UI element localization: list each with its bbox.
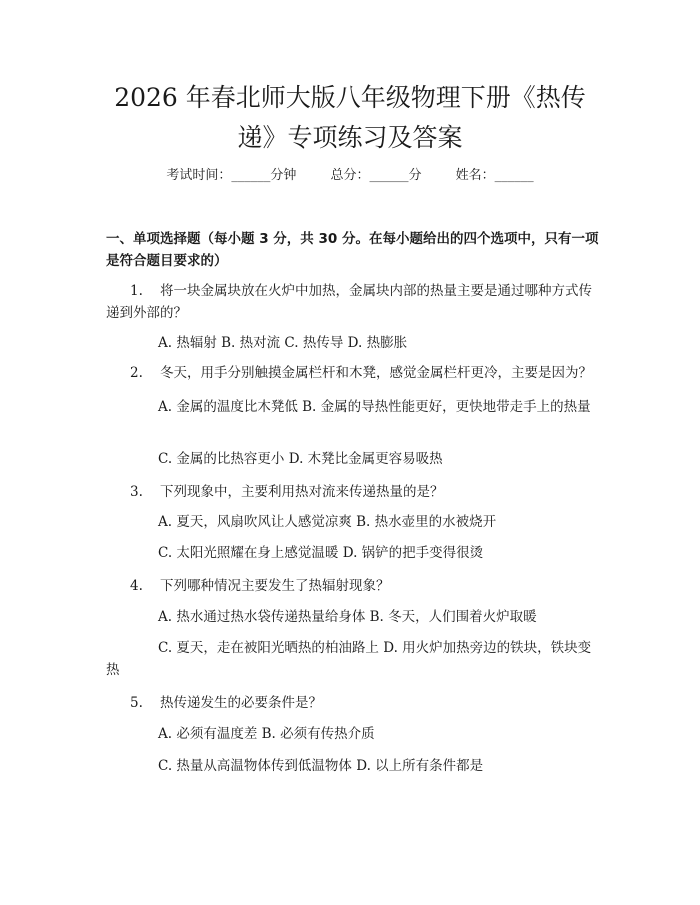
question-3-options-2 bbox=[106, 542, 604, 564]
question-4-options-2 bbox=[106, 637, 604, 681]
option-line: C. 热量从高温物体传到低温物体 D. 以上所有条件都是 bbox=[158, 758, 484, 774]
title-line-1: 2026 年春北师大版八年级物理下册《热传 bbox=[114, 83, 586, 112]
option-line: A. 金属的温度比木凳低 B. 金属的导热性能更好，更快地带走手上的热量 bbox=[158, 399, 591, 415]
exam-info bbox=[0, 166, 700, 186]
question-1 bbox=[106, 280, 604, 324]
question-2 bbox=[106, 362, 604, 384]
option-line: A. 热水通过热水袋传递热量给身体 B. 冬天，人们围着火炉取暖 bbox=[158, 609, 537, 625]
exam-score: 总分：______分 bbox=[330, 168, 422, 183]
question-4 bbox=[106, 575, 604, 597]
question-number: 3. bbox=[130, 484, 143, 500]
question-number: 1. bbox=[130, 283, 143, 299]
question-5-options-2 bbox=[106, 755, 604, 777]
question-text: 下列现象中，主要利用热对流来传递热量的是？ bbox=[160, 484, 444, 500]
question-text: 冬天，用手分别触摸金属栏杆和木凳，感觉金属栏杆更冷，主要是因为？ bbox=[160, 365, 592, 381]
question-number: 5. bbox=[130, 695, 143, 711]
option-line: C. 夏天，走在被阳光晒热的柏油路上 D. 用火炉加热旁边的铁块，铁块变热 bbox=[106, 640, 592, 678]
student-name: 姓名：______ bbox=[455, 168, 534, 183]
question-2-options-2 bbox=[106, 448, 604, 470]
option-line: C. 太阳光照耀在身上感觉温暖 D. 锅铲的把手变得很烫 bbox=[158, 545, 484, 561]
question-number: 2. bbox=[130, 365, 143, 381]
document-title bbox=[60, 78, 640, 158]
question-4-options-1 bbox=[106, 606, 604, 628]
question-text: 将一块金属块放在火炉中加热，金属块内部的热量主要是通过哪种方式传递到外部的？ bbox=[106, 283, 592, 321]
question-5-options-1 bbox=[106, 723, 604, 745]
section-heading: 一、单项选择题（每小题 3 分，共 30 分。在每小题给出的四个选项中，只有一项是符合题目要求的） bbox=[106, 231, 599, 269]
question-2-options-1 bbox=[106, 396, 604, 418]
question-3 bbox=[106, 481, 604, 503]
option-line: A. 热辐射 B. 热对流 C. 热传导 D. 热膨胀 bbox=[158, 335, 408, 351]
option-line: A. 夏天，风扇吹风让人感觉凉爽 B. 热水壶里的水被烧开 bbox=[158, 514, 497, 530]
question-5 bbox=[106, 692, 604, 714]
option-line: C. 金属的比热容更小 D. 木凳比金属更容易吸热 bbox=[158, 451, 443, 467]
question-3-options-1 bbox=[106, 511, 604, 533]
question-text: 下列哪种情况主要发生了热辐射现象？ bbox=[160, 578, 390, 594]
question-text: 热传递发生的必要条件是？ bbox=[160, 695, 322, 711]
exam-time: 考试时间：______分钟 bbox=[166, 168, 297, 183]
option-line: A. 必须有温度差 B. 必须有传热介质 bbox=[158, 726, 375, 742]
question-number: 4. bbox=[130, 578, 143, 594]
question-1-options bbox=[106, 332, 604, 354]
title-line-2: 递》专项练习及答案 bbox=[237, 123, 463, 152]
